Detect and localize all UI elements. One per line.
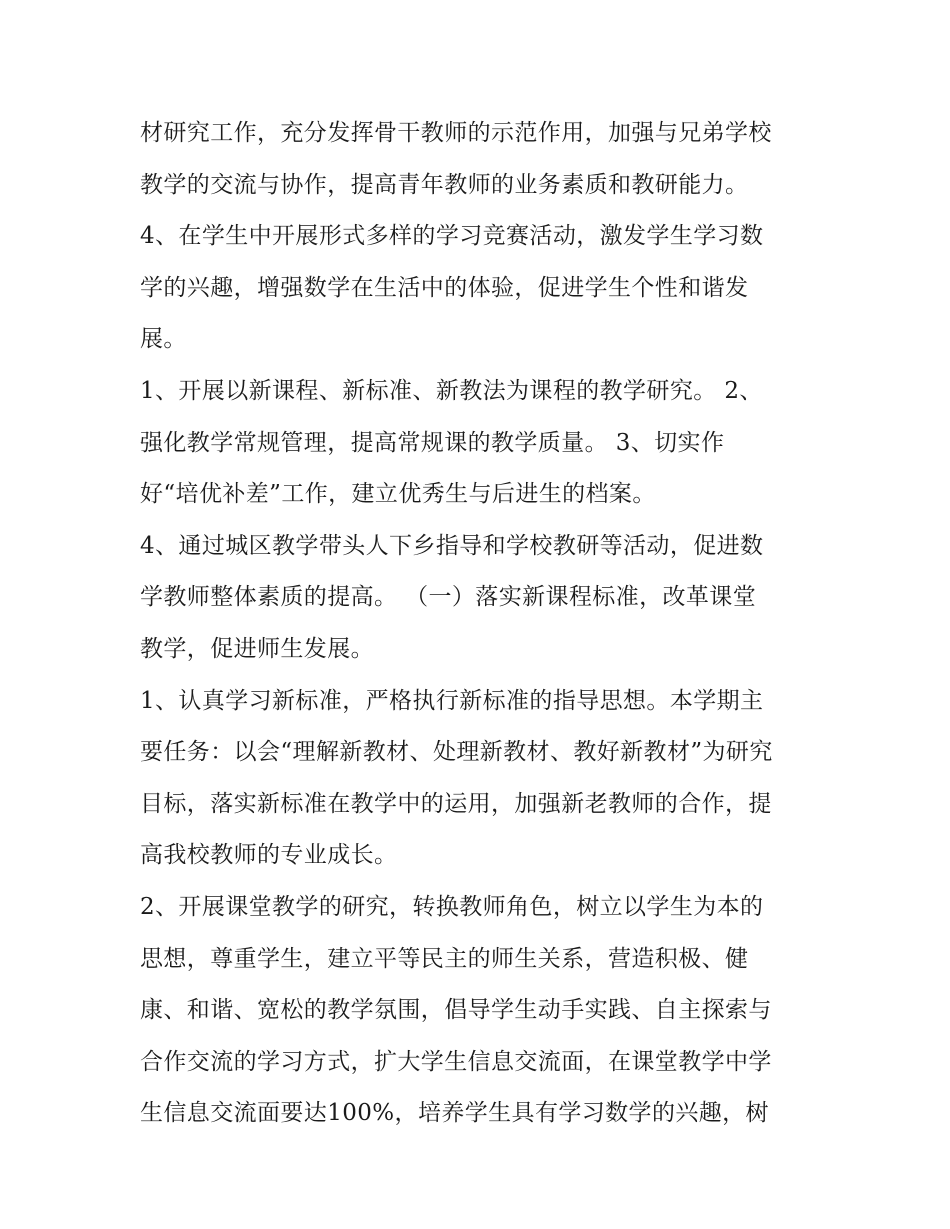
- text-line: 合作交流的学习方式，扩大学生信息交流面，在课堂教学中学: [140, 1048, 772, 1075]
- text-line: 4、通过城区教学带头人下乡指导和学校教研等活动，促进数: [140, 532, 764, 559]
- text-line: 教学的交流与协作，提高青年教师的业务素质和教研能力。: [140, 171, 749, 198]
- text-line: 好“培优补差”工作，建立优秀生与后进生的档案。: [140, 481, 656, 508]
- text-line: 高我校教师的专业成长。: [140, 842, 398, 869]
- text-line: 1、开展以新课程、新标准、新教法为课程的教学研究。 2、: [140, 377, 763, 404]
- text-line: 教学，促进师生发展。: [140, 635, 374, 662]
- text-line: 目标，落实新标准在教学中的运用，加强新老教师的合作，提: [140, 790, 772, 817]
- text-line: 思想，尊重学生，建立平等民主的师生关系，营造积极、健: [140, 945, 749, 972]
- text-line: 生信息交流面要达100%，培养学生具有学习数学的兴趣，树: [140, 1100, 769, 1127]
- text-line: 2、开展课堂教学的研究，转换教师角色，树立以学生为本的: [140, 893, 764, 920]
- text-line: 康、和谐、宽松的教学氛围，倡导学生动手实践、自主探索与: [140, 997, 772, 1024]
- text-line: 1、认真学习新标准，严格执行新标准的指导思想。本学期主: [140, 687, 764, 714]
- text-line: 4、在学生中开展形式多样的学习竞赛活动，激发学生学习数: [140, 223, 764, 250]
- text-line: 学的兴趣，增强数学在生活中的体验，促进学生个性和谐发: [140, 274, 749, 301]
- document-body: [140, 108, 830, 1140]
- text-line: 强化教学常规管理，提高常规课的教学质量。 3、切实作: [140, 429, 725, 456]
- text-line: 要任务：以会“理解新教材、处理新教材、教好新教材”为研究: [140, 739, 773, 766]
- text-line: 材研究工作，充分发挥骨干教师的示范作用，加强与兄弟学校: [140, 120, 772, 146]
- text-line: 学教师整体素质的提高。 （一）落实新课程标准，改革课堂: [140, 584, 757, 611]
- text-line: 展。: [140, 326, 187, 353]
